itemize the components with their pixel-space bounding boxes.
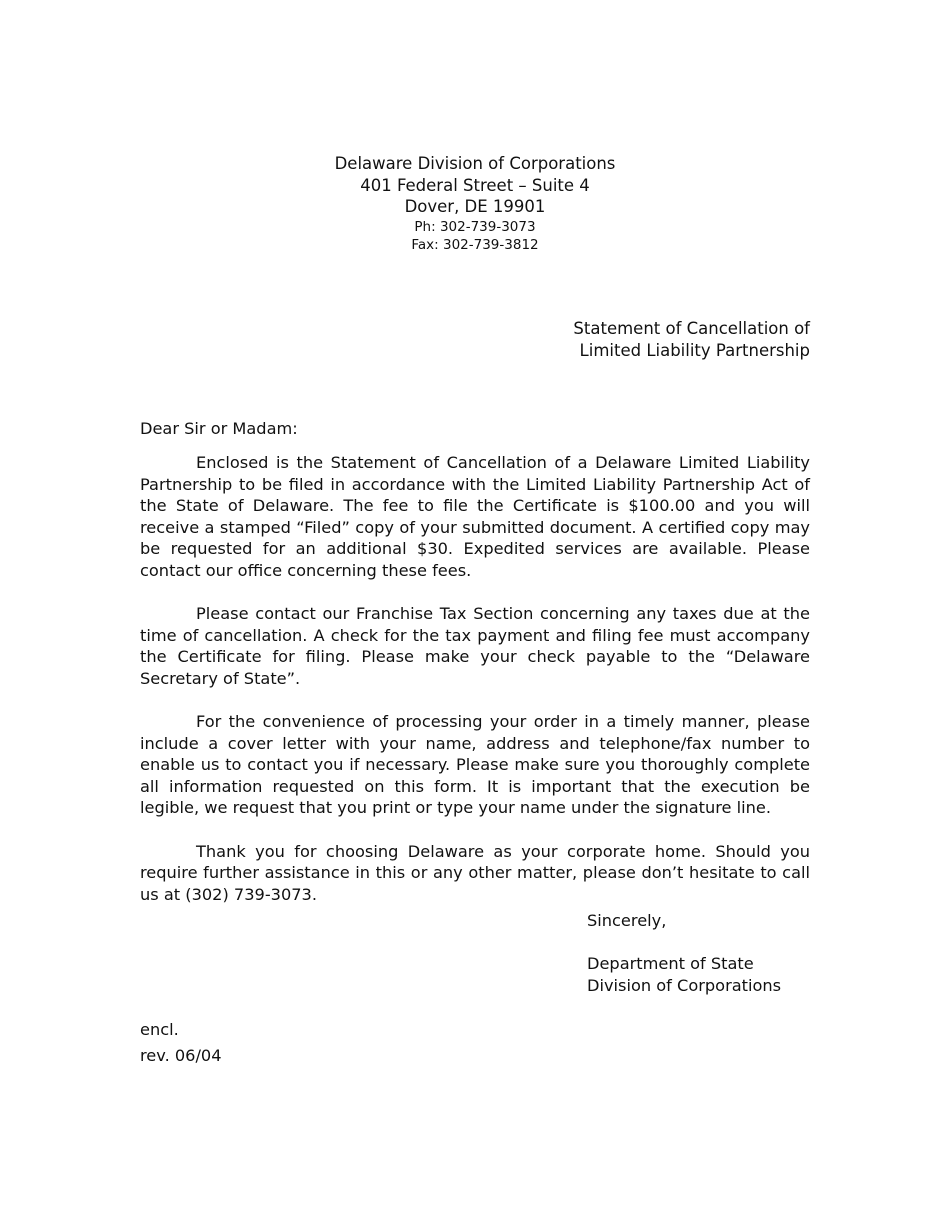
revision-note: rev. 06/04 — [140, 1046, 222, 1065]
letterhead-fax: Fax: 302-739-3812 — [411, 237, 539, 253]
footer-notes — [140, 1017, 222, 1069]
enclosure-note: encl. — [140, 1020, 179, 1039]
paragraph-fees: Enclosed is the Statement of Cancellation of a Delaware Limited Liability Partnership to be filed in accordance with the Limited Liability Partnership Act of the State of Delaware. The fee to file the Certificate is $100.00 and you will receive a stamped “Filed” copy of your submitted document. A certified copy may be requested for an additional $30. Expedited services are available. Please contact our office concerning these fees. — [140, 453, 810, 581]
letterhead-phone: Ph: 302-739-3073 — [414, 218, 536, 235]
document-title — [573, 318, 810, 362]
document-title-line-2: Limited Liability Partnership — [579, 341, 810, 360]
letterhead — [0, 153, 950, 255]
letterhead-city: Dover, DE 19901 — [404, 197, 546, 216]
closing-block — [587, 910, 781, 996]
salutation: Dear Sir or Madam: — [140, 419, 298, 438]
closing-division: Division of Corporations — [587, 975, 782, 995]
paragraph-taxes: Please contact our Franchise Tax Section concerning any taxes due at the time of cancellation. A check for the tax payment and filing fee must accompany the Certificate for filing. Please make your check payable to the “Delaware Secretary of State”. — [140, 604, 810, 688]
letterhead-org: Delaware Division of Corporations — [334, 154, 616, 173]
sign-off: Sincerely, — [587, 911, 667, 930]
document-title-line-1: Statement of Cancellation of — [573, 319, 810, 338]
letterhead-street: 401 Federal Street – Suite 4 — [360, 175, 590, 195]
closing-department: Department of State — [587, 954, 754, 974]
letter-body — [140, 418, 810, 905]
paragraph-processing: For the convenience of processing your order in a timely manner, please include a cover letter with your name, address and telephone/fax number to enable us to contact you if necessary. Please make sure you thoroughly complete all information requested on this form. It is important that the execution be legible, we request that you print or type your name under the signature line. — [140, 712, 810, 818]
paragraph-thank-you: Thank you for choosing Delaware as your corporate home. Should you require further assistance in this or any other matter, please don’t hesitate to call us at (302) 739-3073. — [140, 841, 810, 904]
